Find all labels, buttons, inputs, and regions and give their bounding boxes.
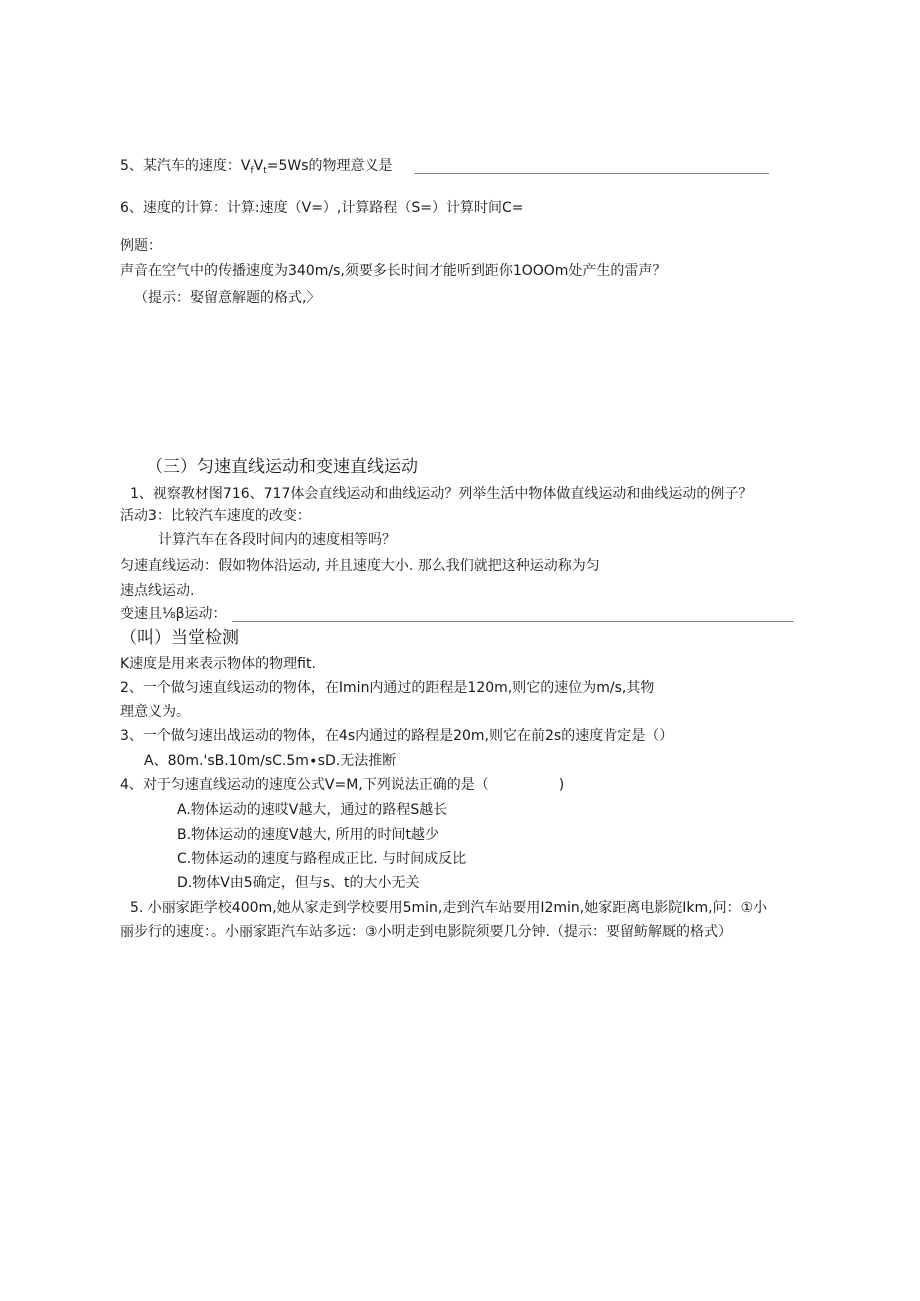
question-5-speed (120, 158, 393, 176)
check-q1: K速度是用来表示物体的物理fit. (120, 656, 316, 672)
variable-motion-blank[interactable] (232, 607, 794, 622)
example-question: 声音在空气中的传播速度为340m∕s,须要多长时间才能听到距你1OOOm处产生的雷声？ (120, 263, 667, 279)
q5-subscript-t: t (263, 166, 267, 176)
question-6-calculation: 6、速度的计算：计算:速度（V=）,计算路程（S=）计算时间C= (120, 200, 524, 216)
section-3-q1: 1、视察教材图716、717体会直线运动和曲线运动？列举生活中物体做直线运动和曲线运动的例子？ (130, 486, 753, 502)
check-q4-option-c: C.物体运动的速度与路程成正比. 与时间成反比 (177, 851, 467, 867)
check-q4-option-b: B.物体运动的速度V越大, 所用的时间t越少 (177, 827, 440, 843)
q5-subscript-f: f (250, 166, 254, 176)
example-label: 例题： (120, 238, 162, 254)
section-4-heading: （叫）当堂检测 (120, 628, 239, 648)
check-q5-line2: 丽步行的速度：。小丽家距汽车站多远：③小明走到电影院须要几分钟.（提示：要留鲂解厩的格式） (120, 924, 732, 940)
check-q4-close: ) (558, 777, 565, 793)
q5-suffix: =5Ws的物理意义是 (266, 158, 393, 174)
q5-mid: V (253, 158, 264, 174)
uniform-motion-line1: 匀速直线运动：假如物体沿运动, 并且速度大小. 那么我们就把这种运动称为匀 (120, 558, 600, 574)
variable-motion-label: 变速且⅛β运动： (120, 606, 227, 622)
q5-answer-blank[interactable] (414, 159, 769, 174)
check-q3: 3、一个做匀速出战运动的物体，在4s内通过的路程是20m,则它在前2s的速度肯定是（） (120, 728, 674, 744)
check-q2-line1: 2、一个做匀速直线运动的物体，在Imin内通过的距程是120m,则它的速位为m/s,其物 (120, 680, 655, 696)
uniform-motion-line2: 速点线运动. (120, 583, 195, 599)
section-3-heading: （三）匀速直线运动和变速直线运动 (146, 457, 418, 477)
q5-prefix: 5、某汽车的速度：V (120, 158, 251, 174)
check-q5-line1: 5. 小丽家距学校400m,她从家走到学校要用5min,走到汽车站要用I2min,她家距离电影院Ikm,问：①小 (130, 900, 768, 916)
example-hint: （提示：娶留意解题的格式,〉 (134, 290, 321, 306)
check-q3-options: A、80m.'sB.10m∕sC.5m∙sD.无法推断 (144, 753, 397, 769)
check-q4-stem: 4、对于匀速直线运动的速度公式V=M,下列说法正确的是（ (120, 777, 489, 793)
check-q2-line2: 理意义为。 (120, 704, 190, 720)
check-q4 (120, 778, 564, 792)
activity-3-question: 计算汽车在各段时间内的速度相等吗？ (158, 532, 396, 548)
check-q4-option-a: A.物体运动的速哎V越大，通过的路程S越长 (177, 802, 448, 818)
activity-3: 活动3：比较汽车速度的改变： (120, 508, 311, 524)
check-q4-option-d: D.物体V由5确定，但与s、t的大小无关 (177, 875, 420, 891)
